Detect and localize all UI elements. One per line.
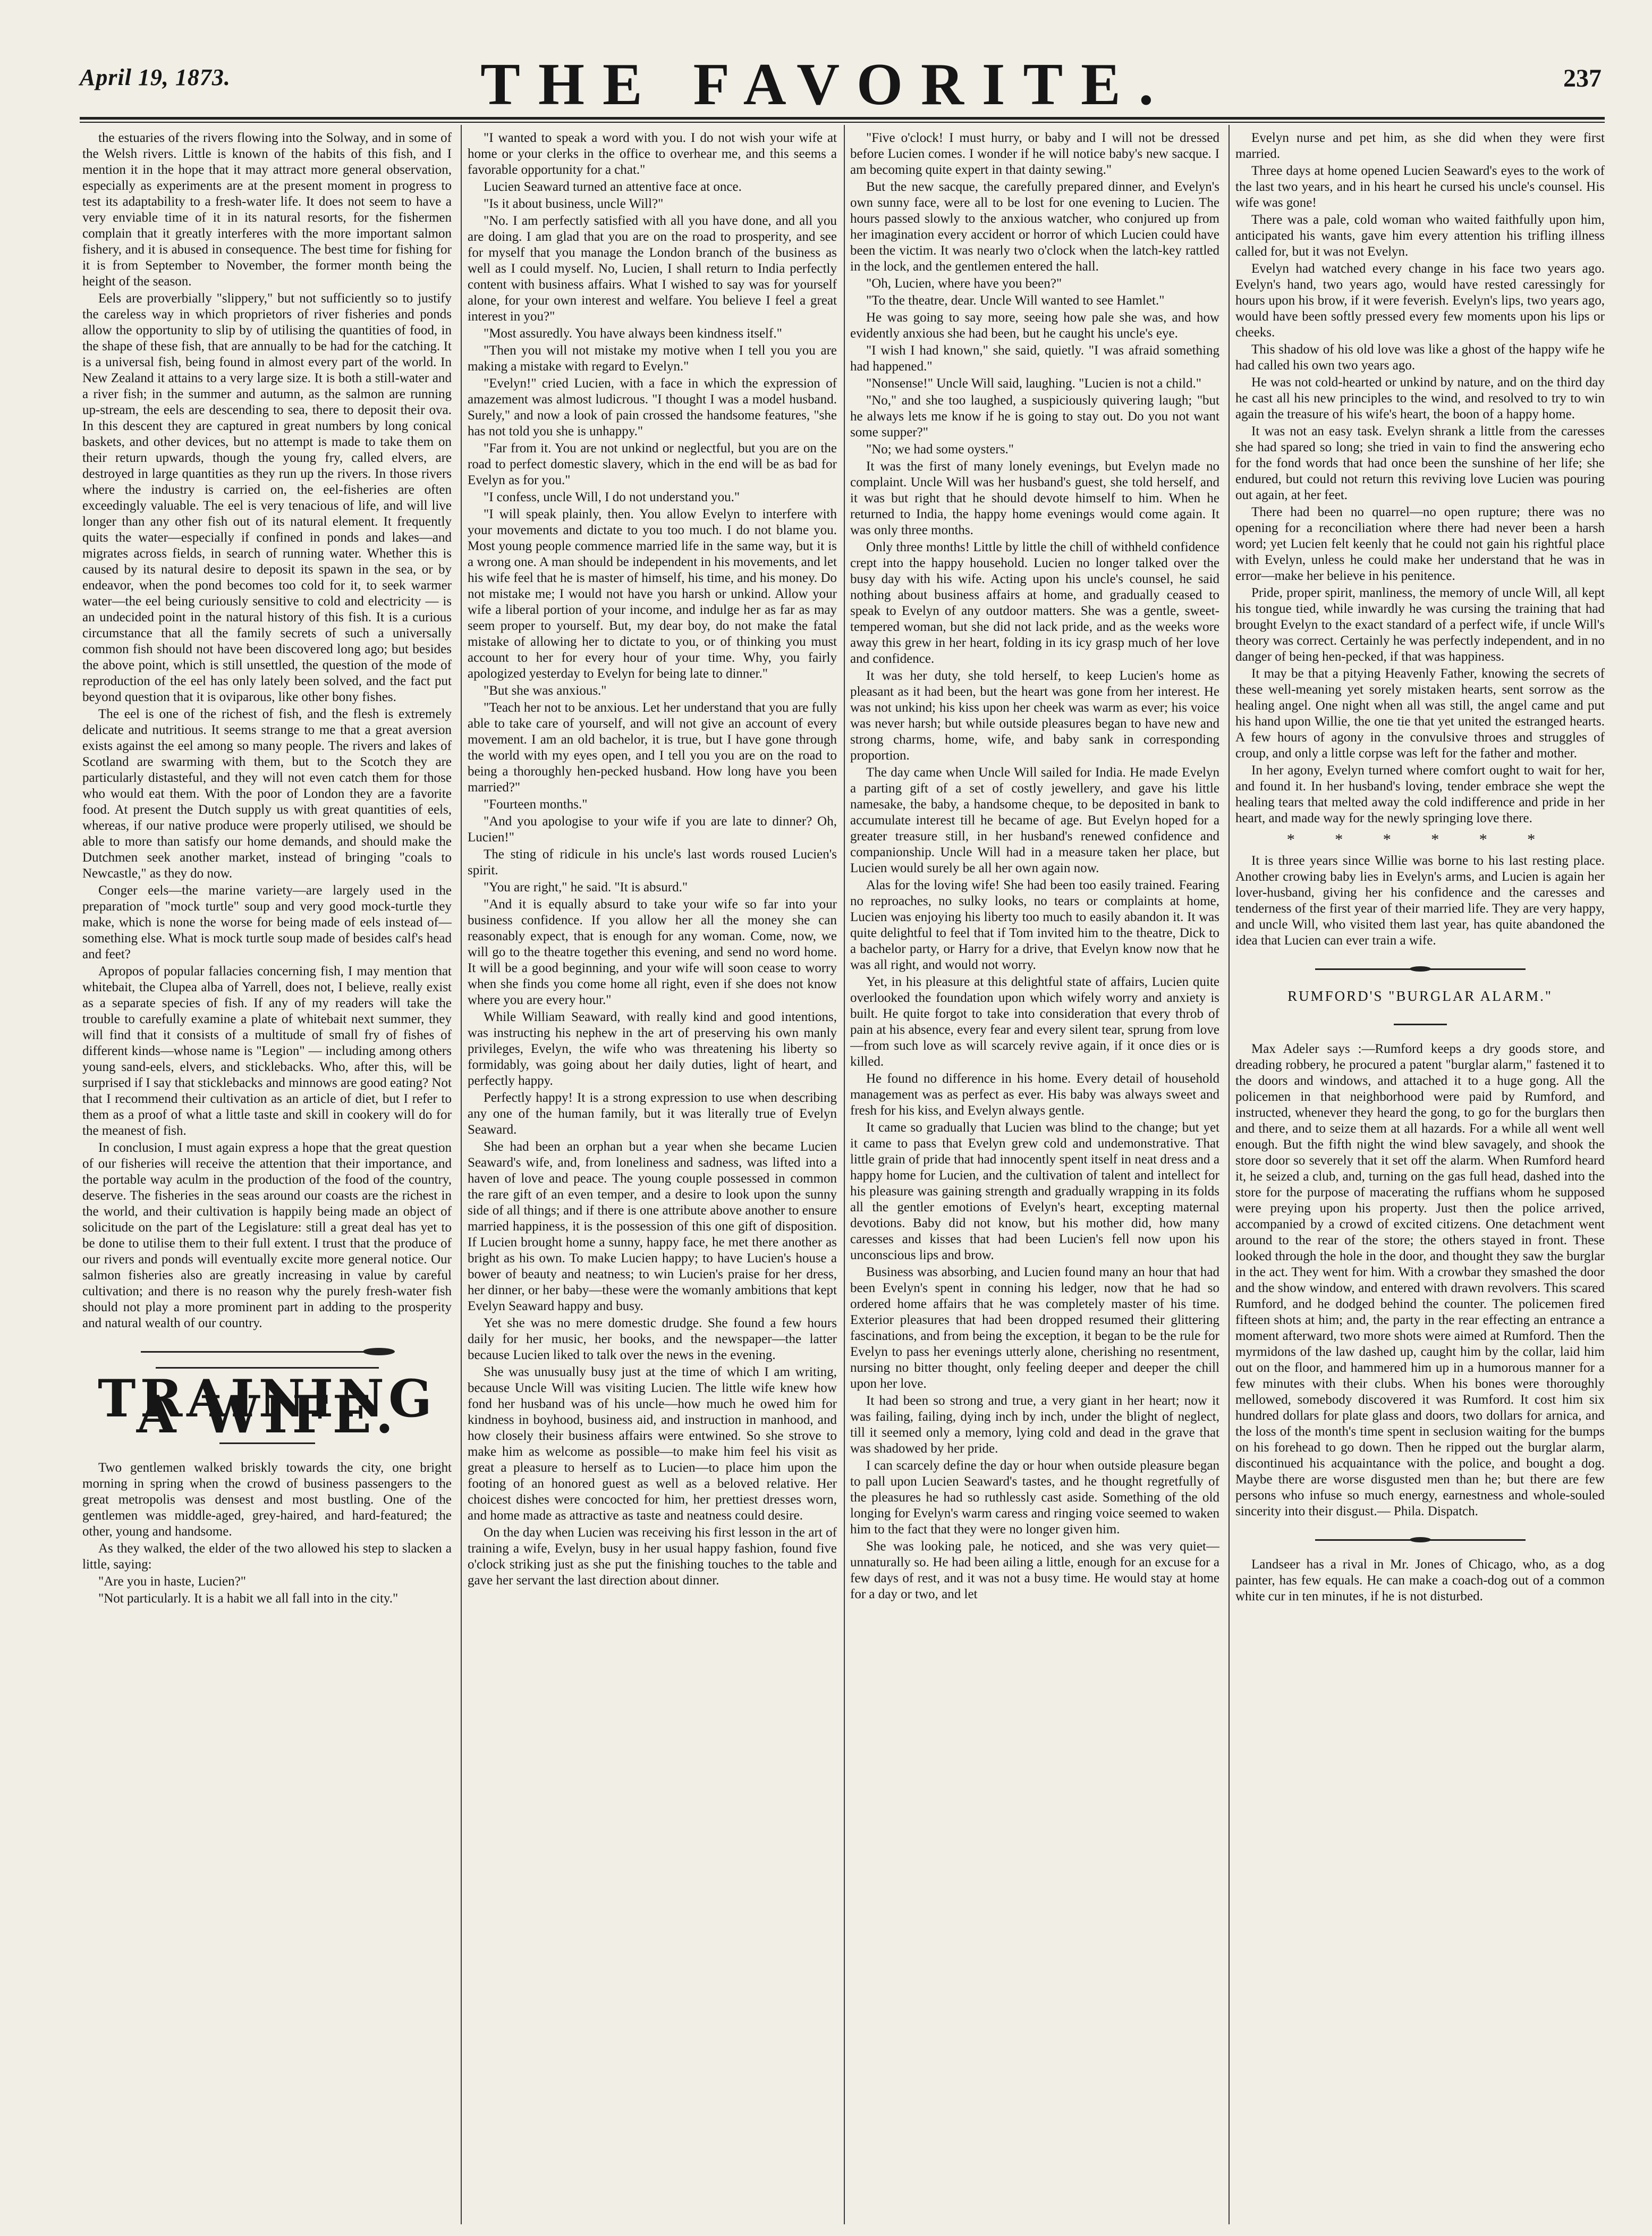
paragraph: Business was absorbing, and Lucien found many an hour that had been Evelyn's spent in conning his ledger, now that he had so ordered home affairs that he was completely master of his time. Exterior pleasures that had been dropped resumed their glittering fascinations, and from being the exception, it began to be the rule for Evelyn to pass her evenings utterly alone, cherishing no resentment, nursing no bitter thought, only feeling deeper and deeper the chill upon her love. [850, 1265, 1219, 1391]
column-4 [1235, 130, 1605, 2224]
paragraph: "No," and she too laughed, a suspiciously quivering laugh; "but he always lets me know if he is going to stay out. Do you not want some supper?" [850, 393, 1219, 440]
ornamental-divider [1235, 1016, 1605, 1032]
paragraph: "You are right," he said. "It is absurd." [484, 880, 688, 895]
paragraph: It came so gradually that Lucien was blind to the change; but yet it came to pass that Evelyn grew cold and undemonstrative. That little grain of pride that had innocently spent itself in neat dress and a happy home for Lucien, and the cultivation of talent and intellect for his pleasure was gaining strength and gradually wrapping in its folds all the gentler emotions of Evelyn's heart, excepting maternal devotions. Baby did not know, but his mother did, how many caresses and kisses that had been Lucien's fell now upon his unconscious lips and brow. [850, 1120, 1219, 1262]
paragraph: Perfectly happy! It is a strong expression to use when describing any one of the human family, but it was literally true of Evelyn Seaward. [468, 1091, 837, 1137]
paragraph: "And you apologise to your wife if you are late to dinner? Oh, Lucien!" [468, 814, 837, 845]
paragraph: In her agony, Evelyn turned where comfort ought to wait for her, and found it. In her husband's loving, tender embrace she wept the healing tears that melted away the cold indifference and pride in her heart, and made way for the newly springing love there. [1235, 763, 1605, 825]
paragraph: Landseer has a rival in Mr. Jones of Chicago, who, as a dog painter, has few equals. He can make a coach-dog out of a common white cur in ten minutes, if he is not disturbed. [1235, 1557, 1605, 1604]
paragraph: "Five o'clock! I must hurry, or baby and I will not be dressed before Lucien comes. I wonder if he will notice baby's new sacque. I am becoming quite expert in that dainty sewing." [850, 131, 1219, 177]
article-title: RUMFORD'S "BURGLAR ALARM." [1287, 988, 1553, 1004]
paragraph: Yet she was no mere domestic drudge. She found a few hours daily for her music, her books, and the newspaper—the latter because Lucien liked to talk over the news in the evening. [468, 1316, 837, 1362]
paragraph: The sting of ridicule in his uncle's last words roused Lucien's spirit. [468, 847, 837, 877]
masthead-rule [80, 117, 1605, 123]
paragraph: "I wish I had known," she said, quietly. "I was afraid something had happened." [850, 343, 1219, 374]
paragraph: "Are you in haste, Lucien?" [98, 1574, 246, 1589]
paragraph: "Most assuredly. You have always been kindness itself." [484, 326, 782, 341]
paragraph: Pride, proper spirit, manliness, the memory of uncle Will, all kept his tongue tied, while inwardly he was cursing the training that had brought Evelyn to the exact standard of a perfect wife, if uncle Will's theory was correct. Certainly he was perfectly independent, and in no danger of being hen-pecked, if that was happiness. [1235, 586, 1605, 664]
masthead [0, 0, 1652, 117]
section-stars: * * * * * * [1286, 831, 1554, 848]
paragraph: Max Adeler says :—Rumford keeps a dry goods store, and dreading robbery, he procured a patent "burglar alarm," fastened it to the doors and windows, and attached it to a huge gong. All the policemen in that neighborhood were paid by Rumford, and instructed, whenever they heard the gong, to go for the burglars then and there, and to seize them at all hazards. For a while all went well enough. But the fifth night the wind blew savagely, and shook the store door so severely that it set off the alarm. When Rumford heard it, he seized a club, and, turning on the gas full head, dashed into the store for the purpose of macerating the ruffians whom he supposed were preying upon his property. Just then the police arrived, accompanied by a crowd of excited citizens. One detachment went around to the rear of the store; the others stayed in front. These looked through the hole in the door, and thought they saw the burglar in the act. They went for him. With a crowbar they smashed the door and the show window, and entered with drawn revolvers. This scared Rumford, and he dodged behind the counter. The policemen fired fifteen shots at him; and, the party in the rear effecting an entrance a moment afterward, two more shots were aimed at Rumford. Then the myrmidons of the law dashed up, caught him by the collar, laid him out on the floor, and hammered him up in a humorous manner for a few minutes with their clubs. When his bones were thoroughly mellowed, somebody discovered it was Rumford. It cost him six hundred dollars for plate glass and doors, two dollars for arnica, and the loss of the month's time spent in seclusion waiting for the bumps on his forehead to go down. Then he ripped out the burglar alarm, discontinued his acquaintance with the police, and bought a dog. Maybe there are worse disgusted men than he; but there are few persons who infuse so much energy, earnestness and whole-souled sincerity into their disgust.— Phila. Dispatch. [1235, 1042, 1605, 1518]
paragraph: It was her duty, she told herself, to keep Lucien's home as pleasant as it had been, but the heart was gone from her interest. He was not unkind; his kiss upon her cheek was warm as ever; his voice was never harsh; but while outside pleasures began to have new and strong charms, home, wife, and baby sank in corresponding proportion. [850, 669, 1219, 763]
paragraph: He was going to say more, seeing how pale she was, and how evidently anxious she had been, but he caught his uncle's eye. [850, 310, 1219, 341]
paragraph: "Fourteen months." [484, 797, 588, 812]
paragraph: "Is it about business, uncle Will?" [484, 197, 664, 211]
article-title: TRAINING A WIFE. [98, 1369, 436, 1445]
paragraph: In conclusion, I must again express a hope that the great question of our fisheries will receive the attention that their importance, and the portable way aculm in the production of the food of the country, deserve. The fisheries in the seas around our coasts are the richest in the world, and their cultivation is happily being made an object of solicitude on the part of the Legislature: still a great deal has yet to be done to utilise them to their full extent. I trust that the produce of our rivers and ponds will eventually excite more general notice. Our salmon fisheries also are greatly increasing in value by careful cultivation; and there is no reason why the purely fresh-water fish should not play a more prominent part in adding to the prosperity and natural wealth of our country. [82, 1141, 452, 1330]
paragraph: There had been no quarrel—no open rupture; there was no opening for a reconciliation where there had never been a harsh word; yet Lucien felt keenly that he could not gain his rightful place with Evelyn, unless he could make her understand that he was in error—make her believe in his penitence. [1235, 505, 1605, 583]
paragraph: She had been an orphan but a year when she became Lucien Seaward's wife, and, from loneliness and sadness, was lifted into a haven of love and peace. The young couple possessed in common the rare gift of an even temper, and a desire to look upon the sunny side of all things; and if there is one attribute above another to ensure married happiness, it is the possession of this one gift of disposition. If Lucien brought home a sunny, happy face, he met there another as bright as his own. To make Lucien happy; to have Lucien's house a bower of beauty and neatness; to win Lucien's praise for her dress, her dinner, or her baby—these were the womanly ambitions that kept Evelyn Seaward happy and busy. [468, 1140, 837, 1313]
paragraph: There was a pale, cold woman who waited faithfully upon him, anticipated his wants, gave him every attention his trifling illness called for, but it was not Evelyn. [1235, 213, 1605, 259]
paragraph: "No. I am perfectly satisfied with all you have done, and all you are doing. I am glad that you are on the road to prosperity, and see for myself that you manage the London branch of the business as well as I could myself. No, Lucien, I shall return to India perfectly content with business affairs. What I wished to say was for yourself alone, for your own interest and welfare. You believe I feel a great interest in you?" [468, 214, 837, 324]
column-1 [82, 130, 452, 2224]
column-divider [461, 125, 462, 2224]
paragraph: "Nonsense!" Uncle Will said, laughing. "Lucien is not a child." [866, 376, 1201, 391]
paragraph: It was not an easy task. Evelyn shrank a little from the caresses she had spared so long; she tried in vain to find the answering echo for the fond words that had once been the sunshine of her life; she endured, but could not return this reviving love Lucien was pouring out again, at her feet. [1235, 424, 1605, 502]
column-3 [850, 130, 1219, 2224]
paragraph: He was not cold-hearted or unkind by nature, and on the third day he cast all his new principles to the wind, and resolved to try to win again the treasure of his wife's heart, the boon of a happy home. [1235, 375, 1605, 421]
paragraph: But the new sacque, the carefully prepared dinner, and Evelyn's own sunny face, were all to be lost for one evening to Lucien. The hours passed slowly to the anxious watcher, who conjured up from her imagination every accident or horror of which Lucien could have been the victim. It was nearly two o'clock when the latch-key rattled in the lock, and the gentlemen entered the hall. [850, 180, 1219, 274]
paragraph: Apropos of popular fallacies concerning fish, I may mention that whitebait, the Clupea alba of Yarrell, does not, I believe, really exist as a separate species of fish. If any of my readers will take the trouble to carefully examine a plate of whitebait next summer, they will find that it consists of a multitude of small fry of fishes of different kinds—whose name is "Legion" — including among others young sand-eels, elvers, and sticklebacks. Who, after this, will be surprised if I say that sticklebacks and minnows are good eating? Not that I recommend their cultivation as an article of diet, but I refer to them as a proof of what a little taste and skill in cookery will do for the meanest of fish. [82, 964, 452, 1138]
paragraph: He found no difference in his home. Every detail of household management was as perfect as ever. His baby was always sweet and fresh for his kiss, and Evelyn always gentle. [850, 1071, 1219, 1118]
paragraph: Conger eels—the marine variety—are largely used in the preparation of "mock turtle" soup and very good mock-turtle they make, which is none the worse for being made of eels instead of—something else. What is mock turtle soup made of besides calf's head and feet? [82, 883, 452, 961]
paragraph: The day came when Uncle Will sailed for India. He made Evelyn a parting gift of a set of costly jewellery, and gave his little namesake, the baby, a handsome cheque, to be deposited in bank to accumulate interest till he became of age. But Evelyn hoped for a greater treasure still, in her husband's renewed confidence and companionship. Uncle Will had in a measure taken her place, but Lucien would surely be all her own again now. [850, 765, 1219, 875]
paragraph: It is three years since Willie was borne to his last resting place. Another crowing baby lies in Evelyn's arms, and Lucien is again her lover-husband, giving her his confidence and the caresses and tenderness of the first year of their married life. They are very happy, and uncle Will, who visited them last year, has quite abandoned the idea that Lucien can ever train a wife. [1235, 854, 1605, 948]
paragraph: Eels are proverbially "slippery," but not sufficiently so to justify the careless way in which proprietors of river fisheries and ponds allow the opportunity to slip by of utilising the quantities of food, in the shape of these fish, that are annually to be had for the catching. It is a universal fish, being found in almost every part of the world. In New Zealand it attains to a very large size. It is both a still-water and a river fish; in the summer and autumn, as the salmon are running up-stream, the eels are descending to sea, there to deposit their ova. In this descent they are captured in great numbers by long conical baskets, and other devices, but no attempt is made to take them on their return upwards, though the young fry, called elvers, are destroyed in large quantities as they run up the rivers. In those rivers where the industry is carried on, the eel-fisheries are often exceedingly valuable. The eel is very tenacious of life, and will live longer than any other fish out of its natural element. It frequently quits the water—especially if confined in ponds and lakes—and migrates across fields, in search of running water. Whether this is caused by its natural desire to deposit its spawn in the sea, or by endeavor, when the pond becomes too cold for it, to seek warmer water—the eel being curiously sensitive to cold and electricity — is an undecided point in the natural history of this fish. It is a curious circumstance that all the family secrets of such a universally common fish should not have been discovered long ago; but besides the above point, which is still unsettled, the question of the mode of reproduction of the eel has only lately been solved, and the fact put beyond question that it is oviparous, like other bony fishes. [82, 291, 452, 704]
paragraph: "No; we had some oysters." [866, 442, 1014, 457]
paragraph: While William Seaward, with really kind and good intentions, was instructing his nephew in the art of preserving his own manly privileges, Evelyn, the wife who was threatening his liberty so formidably, was going about her daily duties, light of heart, and perfectly happy. [468, 1010, 837, 1088]
paragraph: "Oh, Lucien, where have you been?" [866, 276, 1062, 291]
ornamental-divider [1235, 1531, 1605, 1547]
paragraph: Two gentlemen walked briskly towards the city, one bright morning in spring when the crowd of business passengers to the great metropolis was densest and most bustling. One of the gentlemen was middle-aged, grey-haired, and hard-featured; the other, young and handsome. [82, 1461, 452, 1539]
paragraph: "I wanted to speak a word with you. I do not wish your wife at home or your clerks in the office to overhear me, and this seems a favorable opportunity for a chat." [468, 131, 837, 177]
paragraph: On the day when Lucien was receiving his first lesson in the art of training a wife, Evelyn, busy in her usual happy fashion, found five o'clock striking just as she put the finishing touches to the table and gave her servant the last direction about dinner. [468, 1525, 837, 1588]
paragraph: I can scarcely define the day or hour when outside pleasure began to pall upon Lucien Seaward's tastes, and he thought regretfully of the pleasures he had so ruthlessly cast aside. Something of the old longing for Evelyn's warm caress and ringing voice seemed to waken him to the fact that they were no longer given him. [850, 1458, 1219, 1537]
paragraph: Evelyn had watched every change in his face two years ago. Evelyn's hand, two years ago, would have rested caressingly for hours upon his brow, if it were feverish. Evelyn's lips, two years ago, would have been softly pressed every few moments upon his lips or cheeks. [1235, 261, 1605, 340]
paragraph: It had been so strong and true, a very giant in her heart; now it was failing, failing, dying inch by inch, under the blight of neglect, till it seemed only a memory, lying cold and dead in the grave that was shadowed by her pride. [850, 1394, 1219, 1456]
paragraph: "But she was anxious." [484, 684, 607, 698]
paragraph: The eel is one of the richest of fish, and the flesh is extremely delicate and nutritious. It seems strange to me that a great aversion exists against the eel among so many people. The rivers and lakes of Scotland are swarming with them, but to the Scotch they are particularly distasteful, and they will not even catch them for those who would eat them. With the poor of London they are a favorite food. At present the Dutch supply us with great quantities of eels, whereas, if our native produce were properly utilised, we should be able to more than satisfy our home demands, and should make the Dutchmen seek another market, instead of bringing "coals to Newcastle," as they do now. [82, 707, 452, 881]
paragraph: Evelyn nurse and pet him, as she did when they were first married. [1235, 131, 1605, 161]
column-divider [844, 125, 845, 2224]
paragraph: She was unusually busy just at the time of which I am writing, because Uncle Will was visiting Lucien. The little wife knew how fond her husband was of his uncle—how much he owed him for kindness in boyhood, business aid, and instruction in manhood, and how closely their business affairs were entwined. So she strove to make him as welcome as possible—to make him feel his visit as great a pleasure to herself as to Lucien—to place him upon the footing of an honored guest as well as a beloved relative. Her choicest dishes were concocted for him, her prettiest dresses worn, and home made as attractive as taste and neatness could desire. [468, 1365, 837, 1523]
training-a-wife-article [82, 1460, 452, 1607]
paragraph: She was looking pale, he noticed, and she was very quiet—unnaturally so. He had been ailing a little, enough for an excuse for a few days of rest, and it was not a busy time. He would stay at home for a day or two, and let [850, 1539, 1219, 1601]
paragraph: "And it is equally absurd to take your wife so far into your business confidence. If you allow her all the money she can reasonably expect, that is enough for any woman. Come, now, we will go to the theatre together this evening, and send no word home. It will be a good beginning, and your wife will soon cease to worry when she finds you come home all right, even if she does not know where you are every hour." [468, 897, 837, 1007]
paragraph: "Teach her not to be anxious. Let her understand that you are fully able to take care of yourself, and will not give an account of every movement. I am an old bachelor, it is true, but I have gone through the world with my eyes open, and I tell you you are on the road to being a thoroughly hen-pecked husband. How long have you been married?" [468, 701, 837, 795]
paragraph: As they walked, the elder of the two allowed his step to slacken a little, saying: [82, 1541, 452, 1572]
issue-date: April 19, 1873. [80, 64, 231, 90]
paragraph: "Far from it. You are not unkind or neglectful, but you are on the road to perfect domestic slavery, which in the end will be as bad for Evelyn as for you." [468, 441, 837, 487]
ornamental-divider [1235, 960, 1605, 976]
paragraph: "Then you will not mistake my motive when I tell you you are making a mistake with regard to Evelyn." [468, 343, 837, 374]
paragraph: "I will speak plainly, then. You allow Evelyn to interfere with your movements and dictate to you too much. I do not blame you. Most young people commence married life in the same way, but it is a wrong one. A man should be independent in his movements, and let his wife feel that he is master of himself, his time, and his money. Do not mistake me; I would not have you harsh or unkind. Allow your wife a liberal portion of your income, and indulge her as far as may seem proper to yourself. But, my dear boy, do not make the fatal mistake of allowing her to dictate to you, or of thinking you must account to her for every hour of your time. Why, you fairly apologized yesterday to Evelyn for being late to dinner." [468, 507, 837, 681]
paragraph: "Evelyn!" cried Lucien, with a face in which the expression of amazement was almost ludicrous. "I thought I was a model husband. Surely," and now a look of pain crossed the handsome features, "she has not told you she is unhappy." [468, 376, 837, 438]
page-number: 237 [1563, 64, 1602, 92]
column-2 [468, 130, 837, 2224]
paragraph: It was the first of many lonely evenings, but Evelyn made no complaint. Uncle Will was her husband's guest, she told herself, and it was but right that he should devote himself to him. When he returned to India, the happy home evenings would come again. It was only three months. [850, 459, 1219, 537]
paragraph: It may be that a pitying Heavenly Father, knowing the secrets of these well-meaning yet sorely mistaken hearts, sent sorrow as the healing angel. One night when all was still, the angel came and put his hand upon Willie, the one tie that yet united the estranged hearts. A few hours of agony in the convulsive throes and struggles of croup, and only a little corpse was left for the father and mother. [1235, 666, 1605, 761]
paragraph: Only three months! Little by little the chill of withheld confidence crept into the happy household. Lucien no longer talked over the busy day with his wife. Acting upon his uncle's counsel, he said nothing about business affairs at home, and gradually ceased to speak to Evelyn of any outdoor matters. She was a gentle, sweet-tempered woman, but she did not lack pride, and as the weeks wore away this grew in her heart, folding in its icy grasp much of her love and confidence. [850, 540, 1219, 666]
paragraph: Alas for the loving wife! She had been too easily trained. Fearing no reproaches, no sulky looks, no tears or complaints at home, Lucien was enjoying his liberty too much to easily abandon it. It was quite delightful to feel that if Tom invited him to the theatre, Dick to a bachelor party, or Harry for a drive, that Evelyn know now that he was all right, and would not worry. [850, 878, 1219, 972]
paragraph: "I confess, uncle Will, I do not understand you." [484, 490, 740, 504]
fisheries-article [82, 130, 452, 1331]
paragraph: Lucien Seaward turned an attentive face at once. [484, 180, 742, 194]
newspaper-title: THE FAVORITE. [480, 52, 1172, 117]
column-divider [1229, 125, 1230, 2224]
paragraph: Yet, in his pleasure at this delightful state of affairs, Lucien quite overlooked the foundation upon which wifely worry and anxiety is built. He quite forgot to take into consideration that every throb of pain at his absence, every fear and every silent tear, sprung from love—from such love as will scarcely revive again, if it once dies or is killed. [850, 975, 1219, 1069]
paragraph: "To the theatre, dear. Uncle Will wanted to see Hamlet." [866, 293, 1165, 308]
paragraph: "Not particularly. It is a habit we all fall into in the city." [98, 1591, 399, 1606]
paragraph: the estuaries of the rivers flowing into the Solway, and in some of the Welsh rivers. Little is known of the habits of this fish, and I mention it in the hope that it may attract more general observation, especially as experiments are at the present moment in progress to test its adaptability to a fresh-water life. It does not seem to have a very enviable time of it in its natural resorts, for the fishermen complain that it greatly interferes with the more important salmon fishery, and it is abused in consequence. The best time for fishing for it is from September to November, the former month being the height of the season. [82, 131, 452, 289]
paragraph: Three days at home opened Lucien Seaward's eyes to the work of the last two years, and in his heart he cursed his uncle's counsel. His wife was gone! [1235, 164, 1605, 210]
paragraph: This shadow of his old love was like a ghost of the happy wife he had called his own two years ago. [1235, 342, 1605, 373]
